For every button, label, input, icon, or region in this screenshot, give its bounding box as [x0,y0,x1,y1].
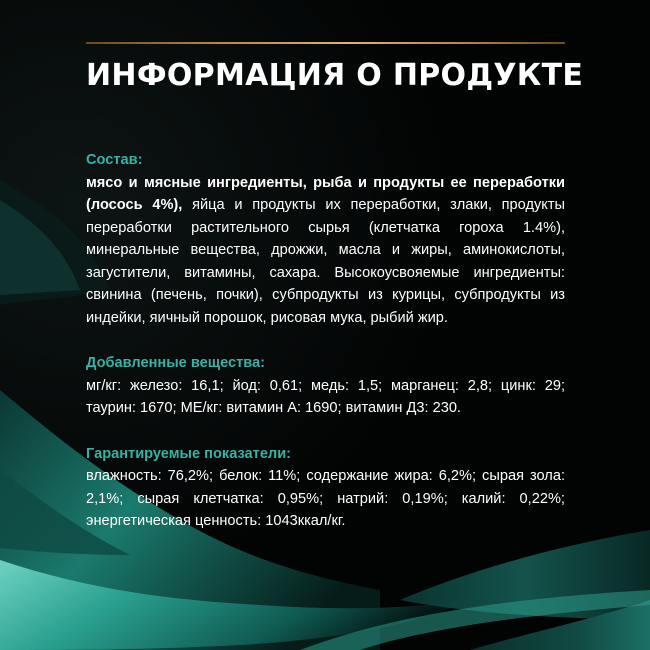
section-spacer [86,420,565,443]
product-details [86,149,565,533]
section-spacer [86,329,565,352]
top-divider [86,42,565,44]
additives-heading: Добавленные вещества: [86,355,266,371]
composition-heading: Состав: [86,152,143,168]
page-title: ИНФОРМАЦИЯ О ПРОДУКТЕ [86,58,584,93]
additives-text: мг/кг: железо: 16,1; йод: 0,61; медь: 1,5; марганец: 2,8; цинк: 29; таурин: 1670; МЕ/кг: витамин А: 1690; витамин Д3: 230. [86,377,565,416]
composition-text [86,172,565,330]
composition-rest-text: яйца и продукты их переработки, злаки, продукты переработки растительного сырья (клетчатка гороха 1.4%), минеральные вещества, дрожжи, масла и жиры, аминокислоты, загустители, витамины, сахара. Высокоусвояемые ингредиенты: свинина (печень, почки), субпродукты из курицы, субпродукты из индейки, яичный порошок, рисовая мука, рыбий жир. [86,197,566,326]
composition-bold-text: мясо и мясные ингредиенты, рыба и продукты ее переработки (лосось 4%), [86,174,565,213]
guaranteed-text: влажность: 76,2%; белок: 11%; содержание жира: 6,2%; сырая зола: 2,1%; сырая клетчатка: 0,95%; натрий: 0,19%; калий: 0,22%; энергетическая ценность: 1043ккал/кг. [86,468,565,529]
guaranteed-heading: Гарантируемые показатели: [86,445,292,462]
